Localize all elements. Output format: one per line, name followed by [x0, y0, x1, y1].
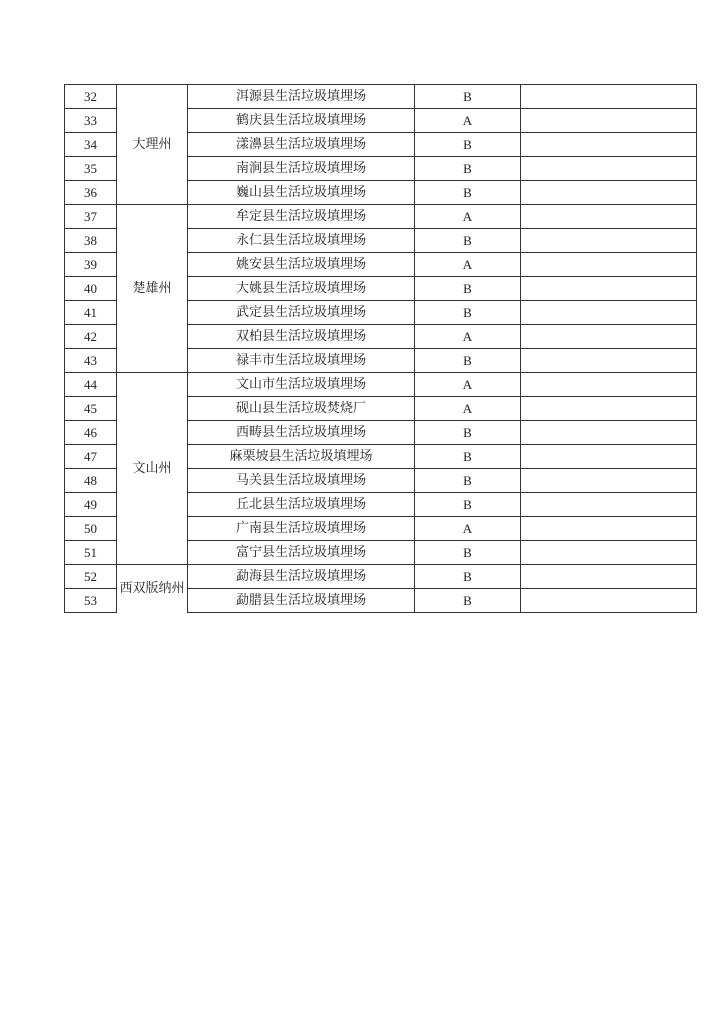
note-cell — [521, 469, 697, 493]
grade-cell: B — [415, 301, 521, 325]
row-number-cell: 40 — [65, 277, 117, 301]
facility-name-cell: 武定县生活垃圾填埋场 — [188, 301, 415, 325]
note-cell — [521, 109, 697, 133]
grade-cell: B — [415, 469, 521, 493]
table-body — [65, 85, 697, 613]
region-label: 大理州 — [132, 137, 172, 152]
table-row — [65, 85, 697, 109]
table-row — [65, 205, 697, 229]
region-label: 西双版纳州 — [119, 581, 185, 597]
row-number-cell: 41 — [65, 301, 117, 325]
table-row — [65, 565, 697, 589]
region-cell — [117, 565, 188, 613]
grade-cell: A — [415, 205, 521, 229]
region-label: 楚雄州 — [132, 281, 172, 296]
note-cell — [521, 397, 697, 421]
note-cell — [521, 229, 697, 253]
note-cell — [521, 349, 697, 373]
grade-cell: B — [415, 541, 521, 565]
grade-cell: B — [415, 445, 521, 469]
table-row — [65, 373, 697, 397]
row-number-cell: 46 — [65, 421, 117, 445]
facility-name-cell: 文山市生活垃圾填埋场 — [188, 373, 415, 397]
facility-name-cell: 鹤庆县生活垃圾填埋场 — [188, 109, 415, 133]
grade-cell: B — [415, 133, 521, 157]
facility-name-cell: 勐腊县生活垃圾填埋场 — [188, 589, 415, 613]
grade-cell: B — [415, 157, 521, 181]
row-number-cell: 33 — [65, 109, 117, 133]
note-cell — [521, 181, 697, 205]
grade-cell: B — [415, 589, 521, 613]
grade-cell: A — [415, 253, 521, 277]
row-number-cell: 34 — [65, 133, 117, 157]
facility-name-cell: 砚山县生活垃圾焚烧厂 — [188, 397, 415, 421]
row-number-cell: 52 — [65, 565, 117, 589]
row-number-cell: 42 — [65, 325, 117, 349]
row-number-cell: 38 — [65, 229, 117, 253]
grade-cell: B — [415, 493, 521, 517]
facility-name-cell: 姚安县生活垃圾填埋场 — [188, 253, 415, 277]
region-cell — [117, 85, 188, 205]
row-number-cell: 36 — [65, 181, 117, 205]
grade-cell: B — [415, 181, 521, 205]
grade-cell: B — [415, 349, 521, 373]
note-cell — [521, 301, 697, 325]
note-cell — [521, 157, 697, 181]
grade-cell: A — [415, 325, 521, 349]
row-number-cell: 35 — [65, 157, 117, 181]
row-number-cell: 51 — [65, 541, 117, 565]
note-cell — [521, 493, 697, 517]
note-cell — [521, 445, 697, 469]
facility-name-cell: 双柏县生活垃圾填埋场 — [188, 325, 415, 349]
facility-name-cell: 富宁县生活垃圾填埋场 — [188, 541, 415, 565]
region-label: 文山州 — [132, 461, 172, 476]
landfill-grade-table — [64, 84, 697, 613]
row-number-cell: 48 — [65, 469, 117, 493]
facility-name-cell: 勐海县生活垃圾填埋场 — [188, 565, 415, 589]
grade-cell: A — [415, 109, 521, 133]
grade-cell: A — [415, 373, 521, 397]
note-cell — [521, 589, 697, 613]
note-cell — [521, 205, 697, 229]
facility-name-cell: 麻栗坡县生活垃圾填埋场 — [188, 445, 415, 469]
row-number-cell: 47 — [65, 445, 117, 469]
grade-cell: A — [415, 397, 521, 421]
row-number-cell: 44 — [65, 373, 117, 397]
note-cell — [521, 565, 697, 589]
facility-name-cell: 大姚县生活垃圾填埋场 — [188, 277, 415, 301]
grade-cell: B — [415, 277, 521, 301]
facility-name-cell: 禄丰市生活垃圾填埋场 — [188, 349, 415, 373]
note-cell — [521, 373, 697, 397]
note-cell — [521, 421, 697, 445]
grade-cell: B — [415, 229, 521, 253]
facility-name-cell: 丘北县生活垃圾填埋场 — [188, 493, 415, 517]
region-cell — [117, 373, 188, 565]
facility-name-cell: 马关县生活垃圾填埋场 — [188, 469, 415, 493]
grade-cell: B — [415, 421, 521, 445]
note-cell — [521, 133, 697, 157]
row-number-cell: 50 — [65, 517, 117, 541]
note-cell — [521, 325, 697, 349]
facility-name-cell: 永仁县生活垃圾填埋场 — [188, 229, 415, 253]
note-cell — [521, 85, 697, 109]
region-cell — [117, 205, 188, 373]
note-cell — [521, 253, 697, 277]
facility-name-cell: 南涧县生活垃圾填埋场 — [188, 157, 415, 181]
facility-name-cell: 广南县生活垃圾填埋场 — [188, 517, 415, 541]
note-cell — [521, 517, 697, 541]
facility-name-cell: 牟定县生活垃圾填埋场 — [188, 205, 415, 229]
facility-name-cell: 洱源县生活垃圾填埋场 — [188, 85, 415, 109]
row-number-cell: 37 — [65, 205, 117, 229]
row-number-cell: 39 — [65, 253, 117, 277]
row-number-cell: 43 — [65, 349, 117, 373]
grade-cell: B — [415, 85, 521, 109]
facility-name-cell: 漾濞县生活垃圾填埋场 — [188, 133, 415, 157]
facility-name-cell: 西畴县生活垃圾填埋场 — [188, 421, 415, 445]
row-number-cell: 49 — [65, 493, 117, 517]
note-cell — [521, 541, 697, 565]
row-number-cell: 45 — [65, 397, 117, 421]
grade-cell: B — [415, 565, 521, 589]
row-number-cell: 32 — [65, 85, 117, 109]
grade-cell: A — [415, 517, 521, 541]
note-cell — [521, 277, 697, 301]
row-number-cell: 53 — [65, 589, 117, 613]
facility-name-cell: 巍山县生活垃圾填埋场 — [188, 181, 415, 205]
